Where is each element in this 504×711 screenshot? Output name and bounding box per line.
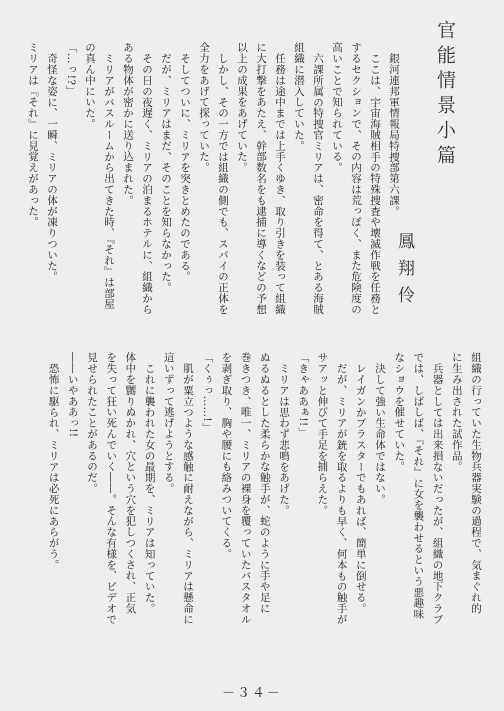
text-line: サアッと伸びて手足を捕らえた。 — [316, 352, 329, 516]
text-line: 「きゃああぁ!!」 — [297, 352, 310, 438]
text-line: 「くぅっ……!」 — [201, 352, 214, 433]
text-line: これに襲われた女の最期を、ミリアは知っていた。 — [143, 363, 156, 614]
text-line: 恐怖に駆られ、ミリアは必死にあらがう。 — [47, 363, 60, 571]
text-line: しかし、その一方では組織の側でも、スパイの正体を — [217, 53, 229, 315]
text-line: そしてついに、ミリアを突きとめたのである。 — [179, 53, 191, 282]
text-line: レイガンかブラスターでもあれば、簡単に倒せる。 — [354, 363, 367, 614]
text-line: ここは、宇宙海賊相手の特殊捜査や壊滅作戦を任務と — [369, 53, 381, 315]
text-line: ミリアは思わず悲鳴をあげた。 — [278, 363, 290, 516]
text-line: では、しばしば、『それ』に女を襲わせるという悪趣味 — [412, 352, 425, 620]
text-line: 高いことで知られている。 — [331, 42, 343, 173]
text-line: 見せられたことがあるのだ。 — [86, 352, 98, 494]
text-line: 全力をあげて探っていた。 — [198, 42, 210, 173]
text-line: ミリアがバスルームから出てきた時、『それ』は部屋 — [103, 53, 115, 310]
text-line: 巻きつき、唯一、ミリアの裸身を覆っていたバスタオル — [239, 352, 252, 625]
text-line: だが、ミリアはまだ、そのことを知らなかった。 — [160, 53, 172, 293]
text-line: ミリアは『それ』に見覚えがあった。 — [27, 42, 39, 228]
text-line: 組織の行っていた生物兵器実験の過程で、気まぐれ的 — [470, 352, 482, 614]
text-line: の真ん中にいた。 — [84, 42, 96, 130]
text-line: ぬるぬるとした柔らかな触手が、蛇のように手や足に — [258, 352, 271, 614]
text-line: ――いやああっ!! — [66, 352, 79, 438]
text-line: 体中を嬲りぬかれ、穴という穴を犯しつくされ、正気 — [124, 352, 137, 614]
text-line: ある物体が密かに送り込まれた。 — [122, 42, 134, 206]
text-line: を剥ぎ取り、胸や腰にも絡みついてくる。 — [220, 352, 233, 560]
text-line: だが、ミリアが銃を取るよりも早く、何本もの触手が — [335, 363, 348, 625]
text-line: 以上の成果をあげていた。 — [236, 42, 248, 173]
text-line: 肌が粟立つような感触に耐えながら、ミリアは懸命に — [182, 363, 194, 625]
text-line: に生み出された試作品。 — [450, 352, 463, 472]
text-line: 這いずって逃げようとする。 — [162, 352, 175, 494]
text-line: 六課所属の特捜官ミリアは、密命を得て、とある海賊 — [312, 53, 324, 315]
text-line: を失って狂い死んでいく――。そんな有様を、ビデオで — [105, 352, 118, 625]
text-line: 決して強い生命体ではない。 — [374, 363, 386, 505]
text-line: 「…っ!?」 — [65, 42, 77, 97]
author-name: 鳳翔伶 — [394, 232, 414, 313]
text-line: に大打撃をあたえ、幹部数名をも逮捕に導くなどの予想 — [255, 42, 267, 315]
text-line: 銀河連邦軍情報局特捜部第六課。 — [388, 53, 400, 217]
text-line: なショウを催せていた。 — [393, 352, 406, 472]
text-line: するセクションで、その内容は荒っぽく、また危険度の — [350, 42, 362, 315]
page-number: －３４－ — [221, 686, 282, 701]
text-line: 任務は途中までは上手くゆき、取り引きを装って組織 — [274, 53, 286, 315]
text-line: 組織に潜入していた。 — [293, 42, 305, 151]
text-line: 奇怪な姿に、一瞬、ミリアの体が凍りついた。 — [46, 53, 58, 282]
text-line: 兵器としては出来損ないだったが、組織の地下クラブ — [431, 363, 444, 625]
text-line: その日の夜遅く、ミリアの泊まるホテルに、組織から — [141, 53, 153, 315]
story-title: 官能情景小篇 — [434, 20, 456, 170]
